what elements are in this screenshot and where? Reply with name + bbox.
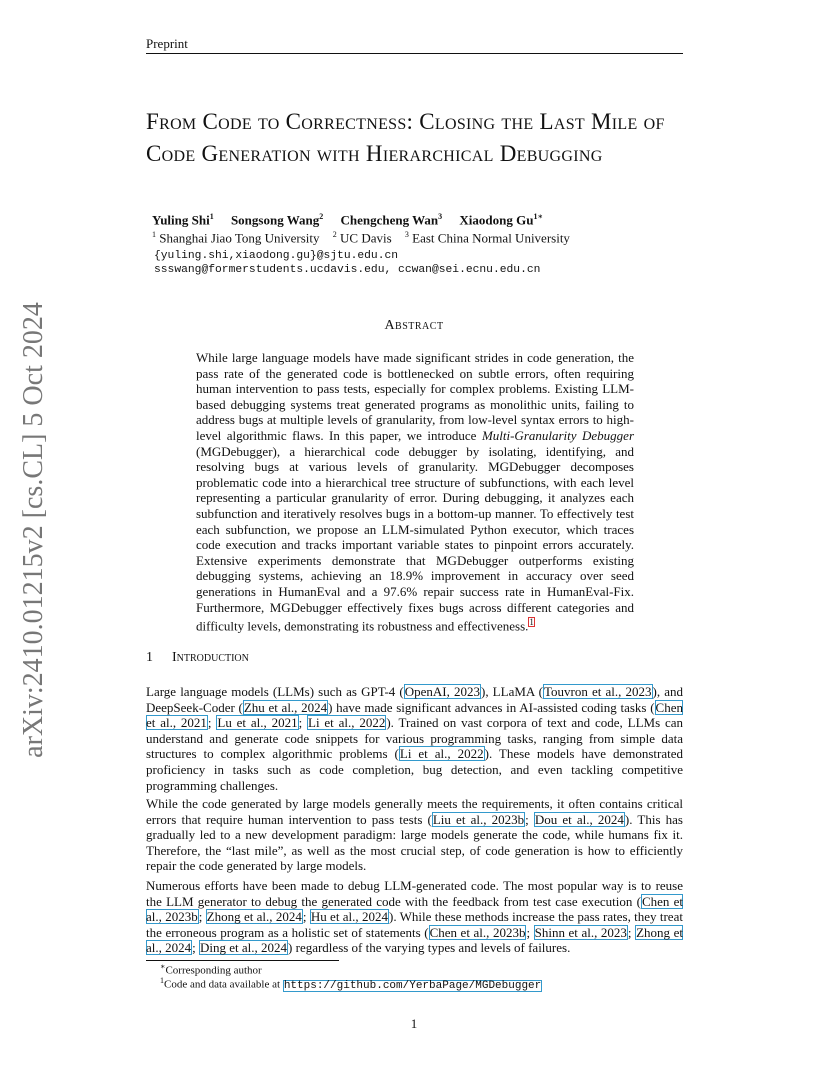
text-segment: ; bbox=[198, 909, 206, 925]
intro-paragraph bbox=[146, 684, 683, 793]
citation-link[interactable]: Shinn et al., 2023 bbox=[534, 924, 627, 940]
citation-link[interactable]: Zhong et al., 2024 bbox=[146, 924, 683, 956]
section-heading bbox=[146, 650, 249, 666]
citation-link[interactable]: Liu et al., 2023b bbox=[432, 811, 525, 827]
affiliation-name: UC Davis bbox=[340, 230, 392, 246]
paper-title: From Code to Correctness: Closing the Last Mile of Code Generation with Hierarchical Debugging bbox=[146, 109, 665, 166]
abstract-heading: Abstract bbox=[384, 318, 444, 333]
citation-link[interactable]: Zhu et al., 2024 bbox=[243, 699, 328, 715]
footnote-text: Code and data available at bbox=[164, 978, 283, 991]
affiliation-mark: 3 bbox=[404, 230, 409, 239]
author-mark: 1∗ bbox=[533, 212, 543, 221]
citation-link[interactable]: OpenAI, 2023 bbox=[404, 684, 480, 699]
abstract-segment: While large language models have made significant strides in code generation, the pass rate of the generated code is bottlenecked on subtle errors, often requiring human intervention to pass tests, especially for complex problems. Existing LLM-based debugging systems treat generated programs as monolithic units, failing to address bugs at multiple levels of granularity, from low-level syntax errors to high-level algorithmic flaws. In this paper, we introduce bbox=[196, 350, 634, 443]
citation-link[interactable]: Chen et al., 2023b bbox=[146, 893, 683, 925]
citation-link[interactable]: Li et al., 2022 bbox=[399, 746, 484, 762]
text-segment: Large language models (LLMs) such as GPT-4 ( bbox=[146, 684, 404, 699]
author-mark: 2 bbox=[319, 212, 324, 221]
footnote-mark: 1 bbox=[160, 976, 164, 985]
intro-paragraph bbox=[146, 796, 683, 874]
section-number: 1 bbox=[146, 650, 153, 665]
intro-paragraph bbox=[146, 878, 683, 956]
text-segment: ), LLaMA ( bbox=[480, 684, 544, 699]
text-segment: ; bbox=[525, 811, 534, 827]
citation-link[interactable]: Li et al., 2022 bbox=[308, 715, 386, 731]
text-segment: ) regardless of the varying types and levels of failures. bbox=[288, 940, 571, 956]
code-url-link[interactable]: https://github.com/YerbaPage/MGDebugger bbox=[283, 979, 542, 992]
citation-link[interactable]: Touvron et al., 2023 bbox=[544, 684, 652, 699]
text-segment: Numerous efforts have been made to debug LLM-generated code. The most popular way is to reuse the LLM generator to debug the generated code with the feedback from test case execution ( bbox=[146, 878, 683, 909]
abstract-segment: (MGDebugger), a hierarchical code debugger by isolating, identifying, and resolving bugs at various levels of granularity. MGDebugger decomposes problematic code into a hierarchical tree structure of subfunctions, with each level representing a particular granularity of error. During debugging, it analyzes each subfunction and iteratively resolves bugs in a bottom-up manner. To effectively test each subfunction, we propose an LLM-simulated Python executor, which traces code execution and tracks important variable states to pinpoint errors accurately. Extensive experiments demonstrate that MGDebugger outperforms existing debugging systems, achieving an 18.9% improvement in accuracy over seed generations in HumanEval and a 97.6% repair success rate in HumanEval-Fix. Furthermore, MGDebugger effectively fixes bugs across different categories and difficulty levels, demonstrating its robustness and effectiveness. bbox=[196, 443, 634, 634]
text-segment: ; bbox=[192, 940, 200, 956]
section-title: Introduction bbox=[172, 650, 249, 665]
author-name: Xiaodong Gu bbox=[459, 212, 534, 228]
page-number: 1 bbox=[410, 1016, 418, 1031]
footnote-text: Corresponding author bbox=[165, 964, 262, 977]
footnote bbox=[160, 976, 542, 992]
text-segment: ), and DeepSeek-Coder ( bbox=[146, 684, 683, 715]
text-segment: ; bbox=[627, 924, 636, 940]
affiliation-name: East China Normal University bbox=[412, 230, 570, 246]
author-name: Songsong Wang bbox=[230, 212, 320, 228]
text-segment: ; bbox=[526, 924, 534, 940]
header-rule bbox=[146, 53, 683, 54]
footnote-mark: ∗ bbox=[160, 962, 166, 971]
abstract-text bbox=[196, 350, 634, 634]
affiliation-list bbox=[152, 230, 570, 246]
author-email-line: ssswang@formerstudents.ucdavis.edu, ccwan@sei.ecnu.edu.cn bbox=[154, 264, 541, 276]
text-segment: ; bbox=[298, 715, 308, 731]
citation-link[interactable]: Chen et al., 2021 bbox=[146, 699, 683, 731]
text-segment: ). This has gradually led to a new development paradigm: large models generate the code, while humans fix it. Therefore, the “last mile”, as well as the most crucial step, of code generation is how to efficiently repair the code generated by large models. bbox=[146, 811, 683, 874]
author-mark: 3 bbox=[438, 212, 443, 221]
text-segment: ). These models have demonstrated proficiency in tasks such as code completion, bug detection, and even tackling competitive programming challenges. bbox=[146, 746, 683, 793]
arxiv-identifier: arXiv:2410.01215v2 [cs.CL] 5 Oct 2024 bbox=[18, 302, 49, 758]
author-mark: 1 bbox=[209, 212, 214, 221]
text-segment: ) have made significant advances in AI-assisted coding tasks ( bbox=[328, 699, 655, 715]
footnote-rule bbox=[146, 960, 339, 961]
citation-link[interactable]: Zhong et al., 2024 bbox=[206, 909, 302, 925]
footnote-link[interactable]: 1 bbox=[529, 617, 534, 628]
author-name: Chengcheng Wan bbox=[340, 212, 439, 228]
citation-link[interactable]: Ding et al., 2024 bbox=[200, 940, 288, 956]
affiliation-mark: 2 bbox=[332, 230, 337, 239]
author-email-line: {yuling.shi,xiaodong.gu}@sjtu.edu.cn bbox=[154, 250, 399, 262]
text-segment: ; bbox=[302, 909, 310, 925]
citation-link[interactable]: Dou et al., 2024 bbox=[534, 811, 624, 827]
text-segment: ). While these methods increase the pass rates, they treat the erroneous program as a holistic set of statements ( bbox=[146, 909, 683, 940]
footnote bbox=[160, 962, 262, 977]
method-name: Multi-Granularity Debugger bbox=[481, 427, 635, 443]
author-name: Yuling Shi bbox=[152, 212, 210, 228]
text-segment: While the code generated by large models generally meets the requirements, it often contains critical errors that require human intervention to pass tests ( bbox=[146, 796, 683, 827]
author-list bbox=[152, 211, 543, 228]
affiliation-name: Shanghai Jiao Tong University bbox=[159, 230, 320, 246]
running-header: Preprint bbox=[146, 36, 188, 51]
text-segment: ). Trained on vast corpora of text and code, LLMs can understand and generate code snippets for various programming tasks, ranging from simple data structures to complex algorithmic problems ( bbox=[146, 715, 683, 762]
citation-link[interactable]: Chen et al., 2023b bbox=[429, 924, 526, 940]
arxiv-stamp bbox=[4, 300, 64, 760]
affiliation-mark: 1 bbox=[152, 230, 156, 239]
text-segment: ; bbox=[207, 715, 217, 731]
citation-link[interactable]: Lu et al., 2021 bbox=[217, 715, 298, 731]
citation-link[interactable]: Hu et al., 2024 bbox=[310, 909, 388, 925]
